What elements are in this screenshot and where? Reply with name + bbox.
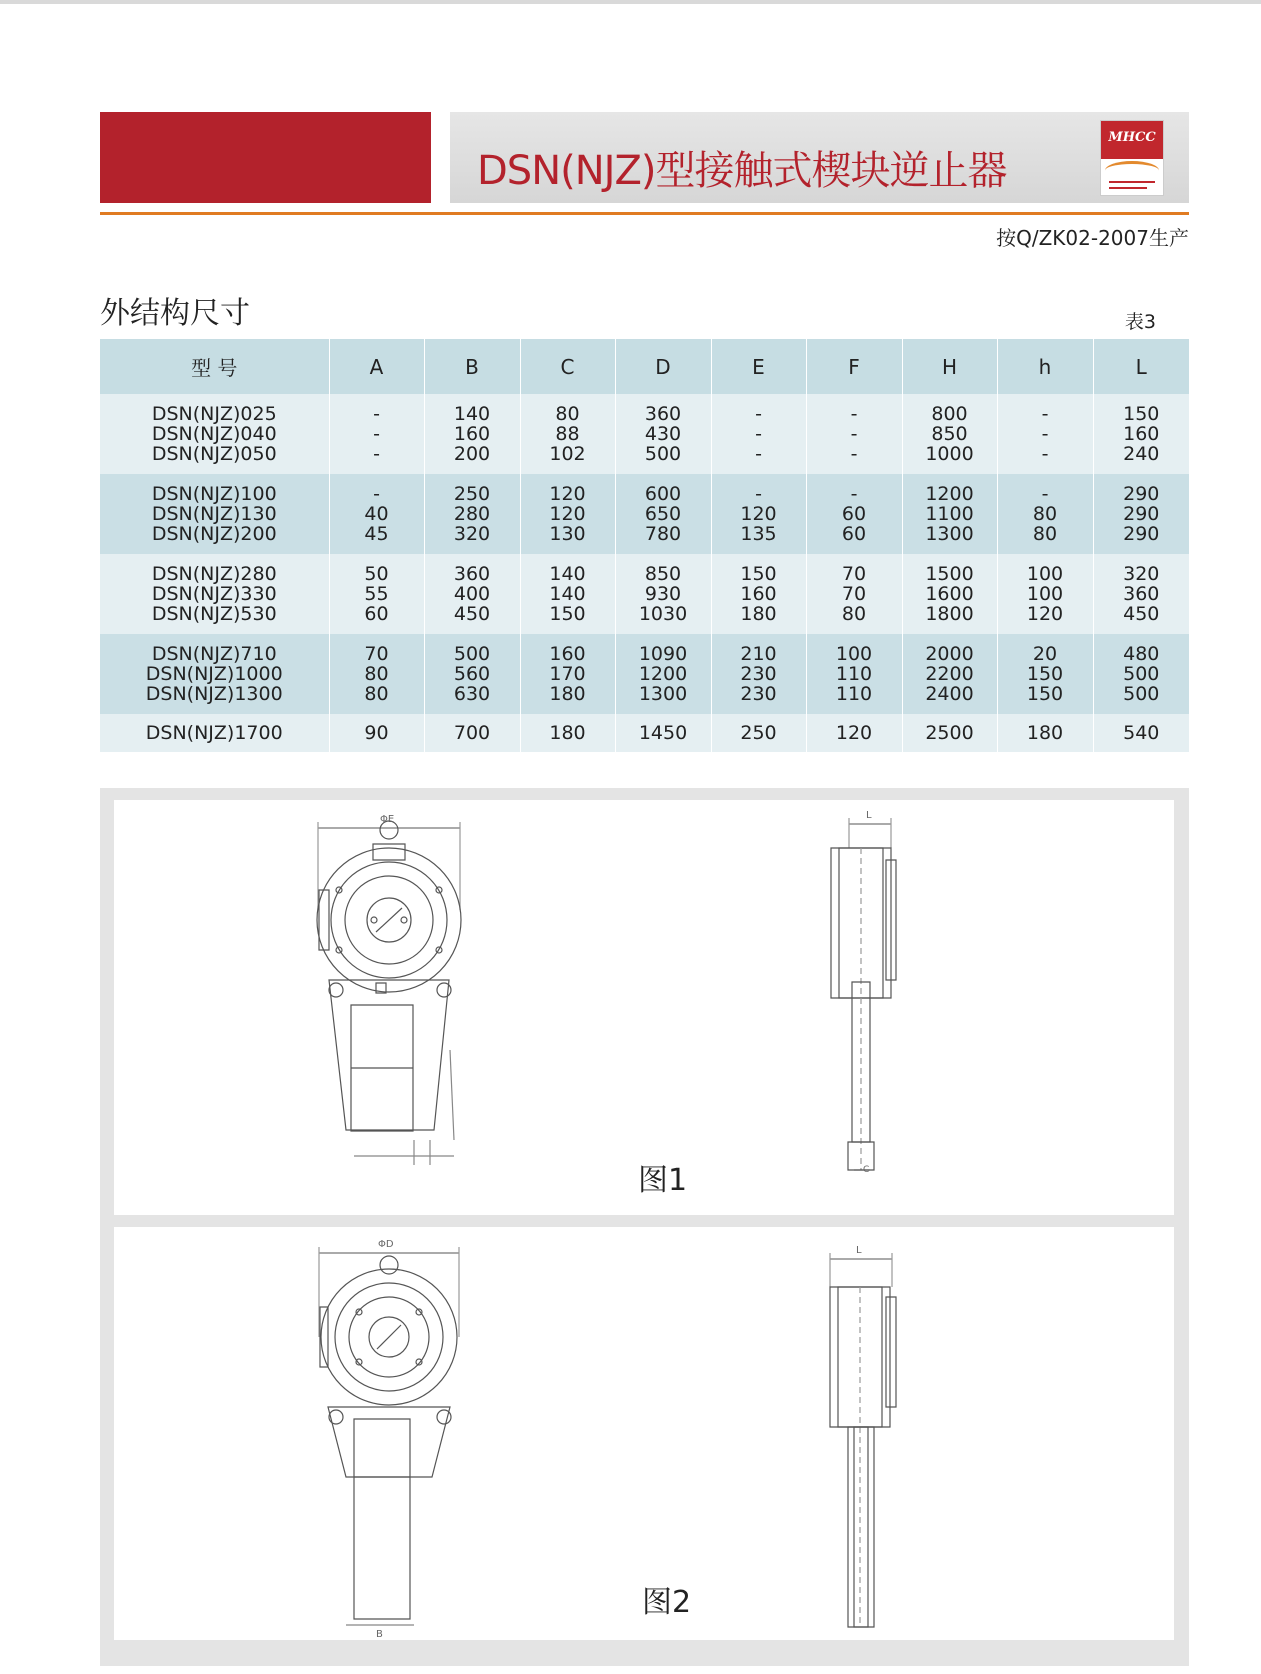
cell-line: 55	[364, 583, 389, 605]
value-cell	[711, 634, 806, 714]
cell-line: 600	[644, 483, 682, 505]
table-row-group	[100, 474, 1189, 554]
cell-line: 88	[555, 423, 580, 445]
cell-line: DSN(NJZ)025	[151, 403, 277, 425]
cell-line: 290	[1123, 503, 1160, 525]
cell-line: -	[373, 403, 380, 425]
fig1-front-dim-label: ΦE	[380, 814, 395, 825]
value-cell	[520, 714, 615, 752]
cell-line: DSN(NJZ)330	[151, 583, 277, 605]
cell-line: -	[1041, 403, 1049, 425]
cell-line: 930	[644, 583, 682, 605]
cell-line: 70	[364, 643, 389, 665]
cell-line: DSN(NJZ)530	[151, 603, 277, 625]
cell-line: 700	[453, 722, 491, 744]
cell-line: 150	[1123, 403, 1160, 425]
cell-line: -	[373, 443, 380, 465]
cell-line: 500	[1123, 663, 1160, 685]
model-cell	[100, 714, 329, 752]
cell-line: DSN(NJZ)1700	[145, 722, 283, 744]
value-cell	[1093, 714, 1189, 752]
table-label: 表3	[1124, 311, 1156, 333]
fig2-side-dim-label: L	[856, 1245, 862, 1256]
dimensions-table	[100, 339, 1189, 752]
value-cell	[329, 474, 424, 554]
cell-line: -	[755, 483, 762, 505]
cell-line: 135	[740, 523, 777, 545]
cell-line: 560	[453, 663, 491, 685]
cell-line: 850	[931, 423, 968, 445]
cell-line: 1300	[925, 523, 974, 545]
column-header-B: B	[424, 339, 520, 394]
model-cell	[100, 554, 329, 634]
value-cell	[997, 394, 1093, 474]
cell-line: -	[850, 403, 858, 425]
cell-line: 360	[453, 563, 491, 585]
value-cell	[520, 474, 615, 554]
cell-line: 630	[453, 683, 491, 705]
cell-line: 1300	[638, 683, 688, 705]
cell-line: 120	[835, 722, 873, 744]
header-red-block	[100, 112, 431, 203]
cell-line: 450	[1123, 603, 1160, 625]
cell-line: 1100	[925, 503, 974, 525]
cell-line: 250	[740, 722, 777, 744]
fig1-side-view	[831, 818, 896, 1170]
company-logo	[1100, 120, 1164, 196]
cell-line: 1200	[638, 663, 688, 685]
figure-1-panel	[114, 800, 1174, 1215]
column-header-model: 型 号	[100, 339, 329, 394]
cell-line: 850	[644, 563, 682, 585]
cell-line: 80	[364, 683, 389, 705]
value-cell	[902, 394, 997, 474]
cell-line: 780	[644, 523, 682, 545]
cell-line: 80	[364, 663, 389, 685]
value-cell	[615, 394, 711, 474]
cell-line: 360	[1123, 583, 1160, 605]
cell-line: 60	[841, 503, 867, 525]
cell-line: 230	[740, 663, 777, 685]
column-header-H: H	[902, 339, 997, 394]
model-cell	[100, 634, 329, 714]
value-cell	[902, 634, 997, 714]
value-cell	[329, 554, 424, 634]
column-header-L: L	[1093, 339, 1189, 394]
column-header-h: h	[997, 339, 1093, 394]
fig1-front-view	[317, 821, 461, 1165]
cell-line: 2200	[925, 663, 974, 685]
value-cell	[806, 634, 902, 714]
cell-line: 1800	[925, 603, 974, 625]
cell-line: 50	[364, 563, 389, 585]
fig1-side-dim-label: L	[866, 810, 872, 821]
cell-line: 2400	[925, 683, 974, 705]
value-cell	[520, 394, 615, 474]
cell-line: 100	[1026, 563, 1064, 585]
logo-text: MHCC	[1108, 130, 1156, 145]
cell-line: 280	[453, 503, 491, 525]
value-cell	[806, 394, 902, 474]
cell-line: 160	[453, 423, 491, 445]
column-header-D: D	[615, 339, 711, 394]
cell-line: DSN(NJZ)130	[151, 503, 277, 525]
cell-line: 1000	[925, 443, 974, 465]
cell-line: DSN(NJZ)200	[151, 523, 277, 545]
cell-line: 2000	[925, 643, 974, 665]
cell-line: 120	[1026, 603, 1064, 625]
value-cell	[424, 714, 520, 752]
cell-line: 150	[1026, 663, 1064, 685]
column-header-E: E	[711, 339, 806, 394]
cell-line: 150	[1026, 683, 1064, 705]
cell-line: 140	[549, 583, 586, 605]
cell-line: 150	[740, 563, 777, 585]
value-cell	[520, 554, 615, 634]
value-cell	[1093, 394, 1189, 474]
column-header-F: F	[806, 339, 902, 394]
cell-line: 200	[453, 443, 491, 465]
cell-line: 480	[1123, 643, 1160, 665]
cell-line: 100	[1026, 583, 1064, 605]
cell-line: -	[850, 423, 858, 445]
value-cell	[711, 474, 806, 554]
value-cell	[997, 474, 1093, 554]
cell-line: -	[1041, 483, 1049, 505]
value-cell	[424, 634, 520, 714]
value-cell	[329, 394, 424, 474]
figure-1-label: 图1	[638, 1163, 688, 1198]
cell-line: 20	[1032, 643, 1058, 665]
cell-line: 150	[549, 603, 586, 625]
value-cell	[902, 554, 997, 634]
cell-line: 210	[740, 643, 777, 665]
figure-2-label: 图2	[642, 1585, 692, 1620]
cell-line: 102	[549, 443, 586, 465]
cell-line: 2500	[925, 722, 974, 744]
header-divider	[100, 212, 1189, 215]
cell-line: 1500	[925, 563, 974, 585]
cell-line: -	[755, 443, 762, 465]
figure-1-drawing	[114, 800, 1174, 1215]
cell-line: 230	[740, 683, 777, 705]
table-row-group	[100, 394, 1189, 474]
value-cell	[806, 554, 902, 634]
fig2-front-view	[319, 1247, 459, 1625]
cell-line: 500	[1123, 683, 1160, 705]
table-row-group	[100, 554, 1189, 634]
logo-swoosh	[1105, 161, 1159, 180]
value-cell	[424, 394, 520, 474]
cell-line: 110	[835, 683, 873, 705]
column-header-A: A	[329, 339, 424, 394]
table-row-group	[100, 634, 1189, 714]
logo-line	[1109, 181, 1155, 183]
cell-line: 320	[1123, 563, 1160, 585]
fig2-front-bottom-label: B	[376, 1629, 383, 1640]
value-cell	[520, 634, 615, 714]
cell-line: 80	[1032, 523, 1058, 545]
cell-line: 180	[549, 683, 586, 705]
cell-line: 180	[740, 603, 777, 625]
cell-line: 500	[453, 643, 491, 665]
cell-line: -	[1041, 443, 1049, 465]
cell-line: 160	[1123, 423, 1160, 445]
cell-line: 90	[364, 722, 389, 744]
cell-line: 1450	[638, 722, 688, 744]
cell-line: 80	[841, 603, 867, 625]
cell-line: 70	[841, 583, 867, 605]
cell-line: 180	[549, 722, 586, 744]
cell-line: 650	[644, 503, 682, 525]
cell-line: DSN(NJZ)1000	[145, 663, 283, 685]
value-cell	[711, 714, 806, 752]
cell-line: 290	[1123, 523, 1160, 545]
value-cell	[806, 714, 902, 752]
cell-line: 180	[1026, 722, 1064, 744]
value-cell	[615, 714, 711, 752]
cell-line: 160	[549, 643, 586, 665]
cell-line: 500	[644, 443, 682, 465]
page-title: DSN(NJZ)型接触式楔块逆止器	[477, 148, 1007, 194]
value-cell	[711, 394, 806, 474]
table-header-row	[100, 339, 1189, 394]
value-cell	[711, 554, 806, 634]
cell-line: 450	[453, 603, 491, 625]
value-cell	[1093, 474, 1189, 554]
cell-line: 140	[549, 563, 586, 585]
value-cell	[1093, 634, 1189, 714]
cell-line: 120	[740, 503, 777, 525]
cell-line: 360	[644, 403, 682, 425]
value-cell	[902, 714, 997, 752]
cell-line: 120	[549, 503, 586, 525]
value-cell	[329, 714, 424, 752]
cell-line: -	[850, 483, 858, 505]
cell-line: 130	[549, 523, 586, 545]
cell-line: 80	[1032, 503, 1058, 525]
cell-line: DSN(NJZ)710	[151, 643, 277, 665]
cell-line: 240	[1123, 443, 1160, 465]
model-cell	[100, 474, 329, 554]
cell-line: 80	[555, 403, 580, 425]
cell-line: 400	[453, 583, 491, 605]
cell-line: 45	[364, 523, 389, 545]
cell-line: -	[755, 423, 762, 445]
cell-line: 1090	[638, 643, 688, 665]
value-cell	[997, 634, 1093, 714]
value-cell	[424, 554, 520, 634]
cell-line: -	[1041, 423, 1049, 445]
cell-line: 1030	[638, 603, 688, 625]
cell-line: 110	[835, 663, 873, 685]
cell-line: -	[850, 443, 858, 465]
cell-line: 170	[549, 663, 586, 685]
cell-line: 60	[841, 523, 867, 545]
cell-line: 1200	[925, 483, 974, 505]
value-cell	[902, 474, 997, 554]
column-header-C: C	[520, 339, 615, 394]
cell-line: 540	[1123, 722, 1160, 744]
cell-line: -	[755, 403, 762, 425]
fig1-side-bottom-label: C	[863, 1165, 870, 1175]
cell-line: 100	[835, 643, 873, 665]
model-cell	[100, 394, 329, 474]
cell-line: DSN(NJZ)050	[151, 443, 277, 465]
cell-line: DSN(NJZ)040	[151, 423, 277, 445]
cell-line: 800	[931, 403, 968, 425]
value-cell	[615, 634, 711, 714]
value-cell	[615, 554, 711, 634]
value-cell	[806, 474, 902, 554]
fig2-side-view	[830, 1253, 896, 1627]
cell-line: 1600	[925, 583, 974, 605]
cell-line: 430	[644, 423, 682, 445]
fig2-front-dim-label: ΦD	[378, 1239, 394, 1250]
cell-line: DSN(NJZ)280	[151, 563, 277, 585]
cell-line: DSN(NJZ)100	[151, 483, 277, 505]
cell-line: -	[373, 423, 380, 445]
cell-line: 60	[364, 603, 389, 625]
cell-line: 70	[841, 563, 867, 585]
value-cell	[424, 474, 520, 554]
cell-line: 120	[549, 483, 586, 505]
cell-line: -	[373, 483, 380, 505]
cell-line: 290	[1123, 483, 1160, 505]
cell-line: DSN(NJZ)1300	[145, 683, 283, 705]
section-title: 外结构尺寸	[100, 296, 250, 331]
cell-line: 160	[740, 583, 777, 605]
value-cell	[615, 474, 711, 554]
value-cell	[997, 714, 1093, 752]
cell-line: 250	[453, 483, 491, 505]
table-row-group	[100, 714, 1189, 752]
cell-line: 320	[453, 523, 491, 545]
value-cell	[329, 634, 424, 714]
cell-line: 140	[453, 403, 491, 425]
logo-line	[1109, 187, 1147, 189]
top-border	[0, 0, 1261, 4]
value-cell	[1093, 554, 1189, 634]
cell-line: 40	[364, 503, 389, 525]
figure-2-panel	[114, 1227, 1174, 1640]
standard-note: 按Q/ZK02-2007生产	[996, 226, 1189, 250]
value-cell	[997, 554, 1093, 634]
